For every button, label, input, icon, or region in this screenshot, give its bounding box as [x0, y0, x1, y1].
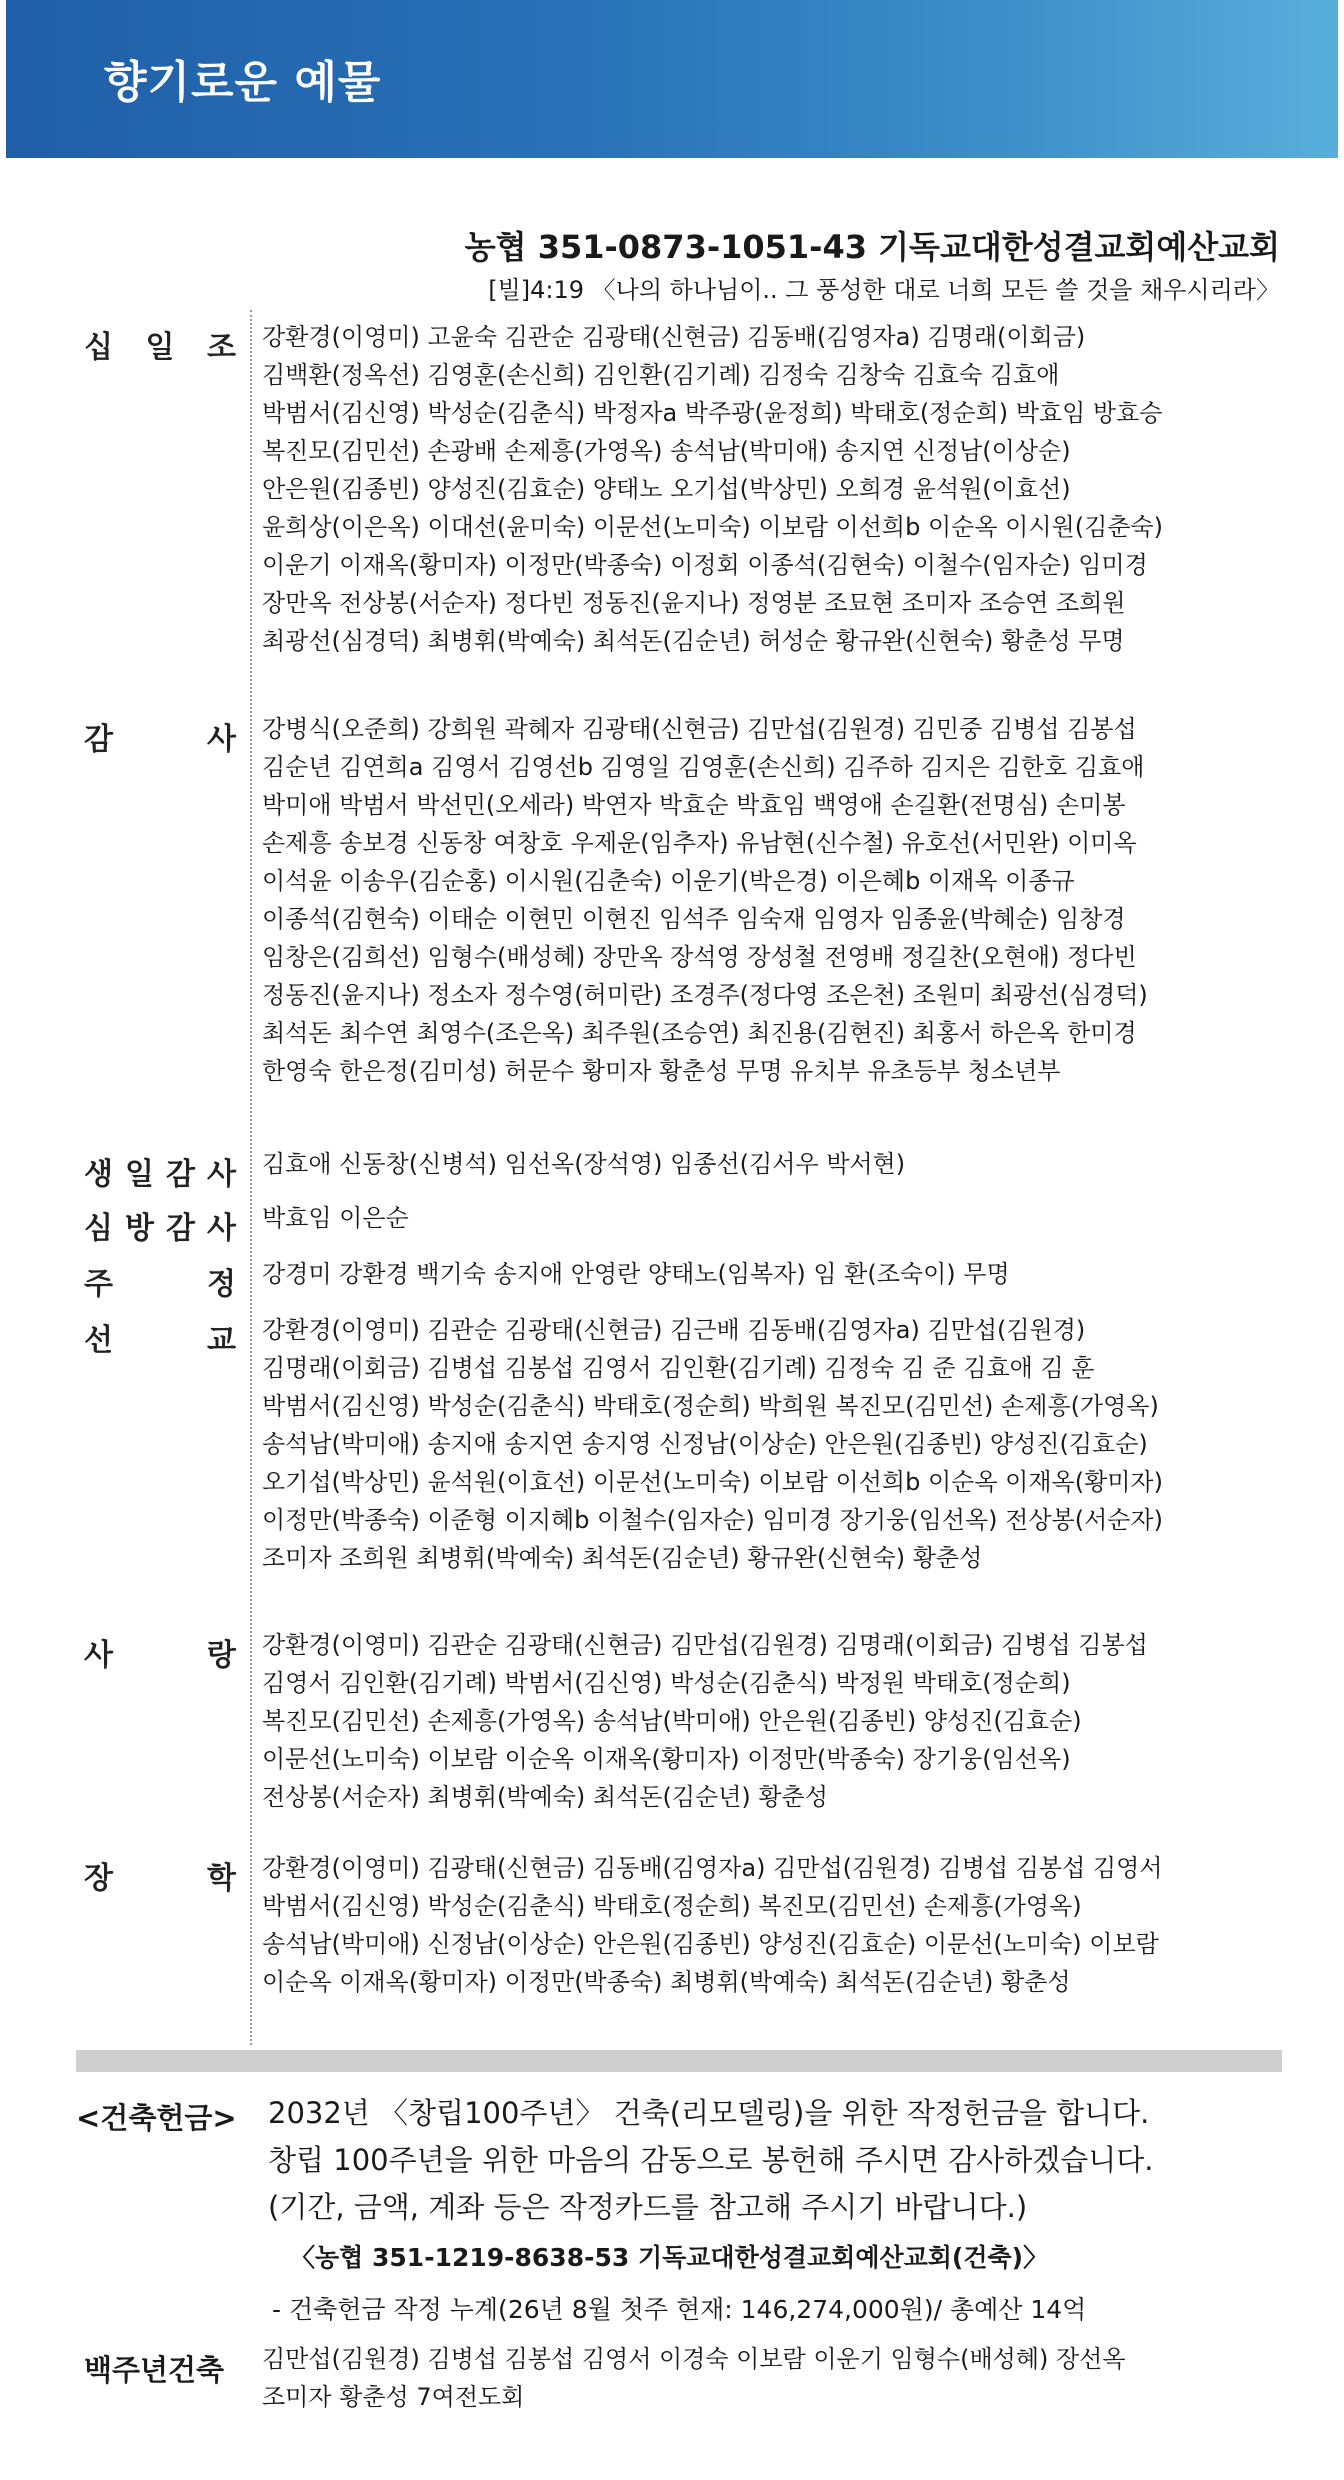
name-line: 정동진(윤지나) 정소자 정수영(허미란) 조경주(정다영 조은천) 조원미 최광선(심경덕) — [262, 981, 1148, 1009]
header-banner — [6, 0, 1338, 158]
name-line: 안은원(김종빈) 양성진(김효순) 양태노 오기섭(박상민) 오희경 윤석원(이효선) — [262, 475, 1071, 503]
name-line: 이순옥 이재옥(황미자) 이정만(박종숙) 최병휘(박예숙) 최석돈(김순년) 황춘성 — [262, 1968, 1071, 1996]
section-label-char: 정 — [207, 1267, 236, 1302]
name-line: 최석돈 최수연 최영수(조은옥) 최주원(조승연) 최진용(김현진) 최홍서 하은옥 한미경 — [262, 1019, 1137, 1047]
name-line: 박미애 박범서 박선민(오세라) 박연자 박효순 박효임 백영애 손길환(전명심) 손미봉 — [262, 791, 1126, 819]
name-line: 강환경(이영미) 고윤숙 김관순 김광태(신현금) 김동배(김영자a) 김명래(이회금) — [262, 323, 1086, 351]
page-title: 향기로운 예물 — [104, 57, 382, 108]
name-line: 박범서(김신영) 박성순(김춘식) 박태호(정순희) 박희원 복진모(김민선) 손제흥(가영옥) — [262, 1392, 1159, 1420]
main-bank-account: 농협 351-0873-1051-43 기독교대한성결교회예산교회 — [464, 228, 1280, 266]
name-line: 윤희상(이은옥) 이대선(윤미숙) 이문선(노미숙) 이보람 이선희b 이순옥 이시원(김춘숙) — [262, 513, 1163, 541]
name-list — [262, 1255, 1282, 1293]
section-label-char: 일 — [145, 330, 175, 365]
section-label — [84, 1259, 236, 1303]
section-label-char: 사 — [207, 1157, 236, 1192]
name-list — [262, 1626, 1282, 1816]
section-label-char: 사 — [84, 1638, 113, 1673]
building-fund-line: (기간, 금액, 계좌 등은 작정카드를 참고해 주시기 바랍니다.) — [268, 2190, 1028, 2224]
building-fund-line: 창립 100주년을 위한 마음의 감동으로 봉헌해 주시면 감사하겠습니다. — [268, 2143, 1154, 2177]
name-line: 이종석(김현숙) 이태순 이현민 이현진 임석주 임숙재 임영자 임종윤(박혜순) 임창경 — [262, 905, 1126, 933]
name-list — [262, 1849, 1282, 2001]
name-line: 김영서 김인환(김기례) 박범서(김신영) 박성순(김춘식) 박정원 박태호(정순희) — [262, 1669, 1071, 1697]
name-line: 임창은(김희선) 임형수(배성혜) 장만옥 장석영 장성철 전영배 정길찬(오현애) 정다빈 — [262, 943, 1137, 971]
section-label-char: 장 — [84, 1861, 113, 1896]
name-line: 최광선(심경덕) 최병휘(박예숙) 최석돈(김순년) 허성순 황규완(신현숙) 황춘성 무명 — [262, 627, 1125, 655]
section-label-char: 일 — [125, 1157, 154, 1192]
section-label — [84, 1315, 236, 1359]
section-label-char: 학 — [207, 1861, 236, 1896]
name-line: 전상봉(서순자) 최병휘(박예숙) 최석돈(김순년) 황춘성 — [262, 1783, 828, 1811]
vertical-divider — [250, 310, 252, 2045]
section-label — [84, 1630, 236, 1674]
section-label — [84, 714, 236, 758]
section-label-char: 조 — [207, 330, 236, 365]
section-label-char: 십 — [84, 330, 113, 365]
name-line: 한영숙 한은정(김미성) 허문수 황미자 황춘성 무명 유치부 유초등부 청소년부 — [262, 1057, 1061, 1085]
name-line: 강환경(이영미) 김관순 김광태(신현금) 김만섭(김원경) 김명래(이회금) 김병섭 김봉섭 — [262, 1631, 1148, 1659]
section-label — [84, 1203, 236, 1247]
section-label-char: 방 — [125, 1211, 154, 1246]
name-line: 장만옥 전상봉(서순자) 정다빈 정동진(윤지나) 정영분 조묘현 조미자 조승연 조희원 — [262, 589, 1126, 617]
century-building-label: 백주년건축 — [84, 2353, 225, 2387]
building-fund-line: 2032년 〈창립100주년〉 건축(리모델링)을 위한 작정헌금을 합니다. — [268, 2096, 1150, 2130]
building-fund-progress: - 건축헌금 작정 누계(26년 8월 첫주 현재: 146,274,000원)/ 총예산 14억 — [272, 2295, 1087, 2324]
name-line: 김명래(이회금) 김병섭 김봉섭 김영서 김인환(김기례) 김정숙 김 준 김효애 김 훈 — [262, 1354, 1095, 1382]
name-line: 이운기 이재옥(황미자) 이정만(박종숙) 이정회 이종석(김현숙) 이철수(임자순) 임미경 — [262, 551, 1148, 579]
name-line: 박범서(김신영) 박성순(김춘식) 박정자a 박주광(윤정희) 박태호(정순희) 박효임 방효승 — [262, 399, 1163, 427]
section-label-char: 사 — [207, 722, 236, 757]
name-line: 강환경(이영미) 김광태(신현금) 김동배(김영자a) 김만섭(김원경) 김병섭 김봉섭 김영서 — [262, 1854, 1163, 1882]
building-fund-account: 〈농협 351-1219-8638-53 기독교대한성결교회예산교회(건축)〉 — [290, 2243, 1049, 2272]
section-separator — [76, 2050, 1282, 2072]
section-label-char: 감 — [84, 722, 113, 757]
name-list — [262, 1145, 1282, 1183]
name-line: 김만섭(김원경) 김병섭 김봉섭 김영서 이경숙 이보람 이운기 임형수(배성혜) 장선옥 — [262, 2345, 1126, 2373]
section-label — [84, 1853, 236, 1897]
section-label-char: 감 — [166, 1157, 195, 1192]
name-line: 이정만(박종숙) 이준형 이지혜b 이철수(임자순) 임미경 장기웅(임선옥) 전상봉(서순자) — [262, 1506, 1163, 1534]
century-building-names — [262, 2340, 1282, 2416]
name-list — [262, 1311, 1282, 1577]
name-line: 박범서(김신영) 박성순(김춘식) 박태호(정순희) 복진모(김민선) 손제흥(가영옥) — [262, 1892, 1082, 1920]
name-line: 손제흥 송보경 신동창 여창호 우제운(임추자) 유남현(신수철) 유호선(서민완) 이미옥 — [262, 829, 1137, 857]
section-label-char: 주 — [84, 1267, 113, 1302]
name-list — [262, 710, 1282, 1090]
section-label-char: 감 — [166, 1211, 195, 1246]
name-list — [262, 318, 1282, 660]
name-list — [262, 1199, 1282, 1237]
name-line: 강환경(이영미) 김관순 김광태(신현금) 김근배 김동배(김영자a) 김만섭(김원경) — [262, 1316, 1086, 1344]
section-label-char: 심 — [84, 1211, 113, 1246]
name-line: 박효임 이은순 — [262, 1204, 409, 1232]
name-line: 이석윤 이송우(김순홍) 이시원(김춘숙) 이운기(박은경) 이은혜b 이재옥 이종규 — [262, 867, 1075, 895]
building-fund-text — [268, 2090, 1288, 2231]
section-label-char: 사 — [207, 1211, 236, 1246]
section-label — [84, 322, 236, 366]
name-line: 복진모(김민선) 손제흥(가영옥) 송석남(박미애) 안은원(김종빈) 양성진(김효순) — [262, 1707, 1082, 1735]
bible-verse: [빌]4:19 〈나의 하나님이.. 그 풍성한 대로 너희 모든 쓸 것을 채우시리라〉 — [488, 276, 1280, 304]
name-line: 김순년 김연희a 김영서 김영선b 김영일 김영훈(손신희) 김주하 김지은 김한호 김효애 — [262, 753, 1145, 781]
name-line: 조미자 황춘성 7여전도회 — [262, 2383, 525, 2411]
name-line: 오기섭(박상민) 윤석원(이효선) 이문선(노미숙) 이보람 이선희b 이순옥 이재옥(황미자) — [262, 1468, 1163, 1496]
section-label-char: 선 — [84, 1323, 113, 1358]
name-line: 이문선(노미숙) 이보람 이순옥 이재옥(황미자) 이정만(박종숙) 장기웅(임선옥) — [262, 1745, 1071, 1773]
name-line: 송석남(박미애) 송지애 송지연 송지영 신정남(이상순) 안은원(김종빈) 양성진(김효순) — [262, 1430, 1148, 1458]
name-line: 조미자 조희원 최병휘(박예숙) 최석돈(김순년) 황규완(신현숙) 황춘성 — [262, 1544, 983, 1572]
section-label — [84, 1149, 236, 1193]
section-label-char: 교 — [207, 1323, 236, 1358]
name-line: 복진모(김민선) 손광배 손제흥(가영옥) 송석남(박미애) 송지연 신정남(이상순) — [262, 437, 1071, 465]
section-label-char: 생 — [84, 1157, 113, 1192]
section-label-char: 랑 — [207, 1638, 236, 1673]
name-line: 강경미 강환경 백기숙 송지애 안영란 양태노(임복자) 임 환(조숙이) 무명 — [262, 1260, 1010, 1288]
name-line: 김백환(정옥선) 김영훈(손신희) 김인환(김기례) 김정숙 김창숙 김효숙 김효애 — [262, 361, 1060, 389]
building-fund-label: <건축헌금> — [76, 2101, 237, 2135]
name-line: 송석남(박미애) 신정남(이상순) 안은원(김종빈) 양성진(김효순) 이문선(노미숙) 이보람 — [262, 1930, 1159, 1958]
name-line: 김효애 신동창(신병석) 임선옥(장석영) 임종선(김서우 박서현) — [262, 1150, 906, 1178]
name-line: 강병식(오준희) 강희원 곽혜자 김광태(신현금) 김만섭(김원경) 김민중 김병섭 김봉섭 — [262, 715, 1137, 743]
